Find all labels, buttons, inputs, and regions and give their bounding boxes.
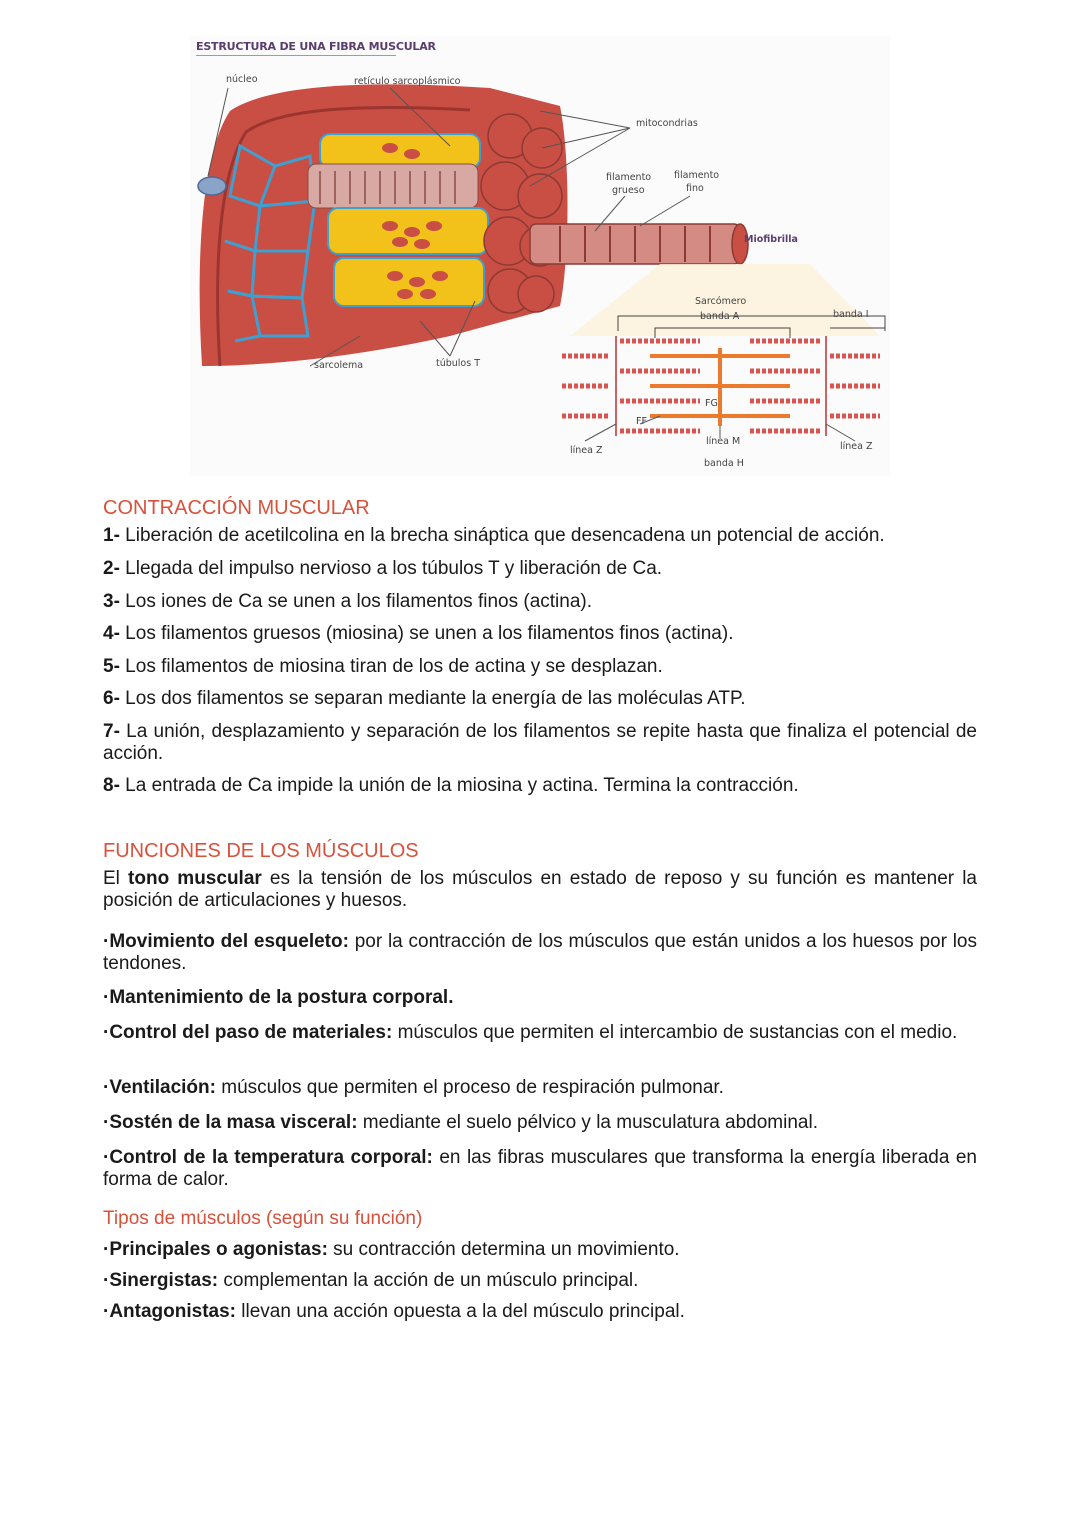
label-filamento-grueso-2: grueso: [612, 185, 645, 196]
contraccion-step: 4- Los filamentos gruesos (miosina) se unen a los filamentos finos (actina).: [103, 623, 734, 644]
contraccion-step: 3- Los iones de Ca se unen a los filamentos finos (actina).: [103, 591, 593, 612]
contraccion-step: 5- Los filamentos de miosina tiran de los de actina y se desplazan.: [103, 656, 663, 677]
contraccion-step: 1- Liberación de acetilcolina en la brecha sináptica que desencadena un potencial de acción.: [103, 525, 885, 546]
label-banda-i: banda I: [833, 309, 869, 320]
label-banda-a: banda A: [700, 311, 740, 322]
muscle-fiber-figure: [190, 36, 890, 476]
label-filamento-fino-1: filamento: [674, 170, 720, 181]
label-fg: FG: [705, 398, 718, 409]
funcion-item: ·Sostén de la masa visceral: mediante el suelo pélvico y la musculatura abdominal.: [103, 1112, 818, 1133]
contraccion-step: 7- La unión, desplazamiento y separación de los filamentos se repite hasta que finaliza el potencial de acción.: [103, 721, 977, 764]
funcion-item: ·Control del paso de materiales: músculos que permiten el intercambio de sustancias con el medio.: [103, 1022, 958, 1043]
label-filamento-grueso-1: filamento: [606, 172, 652, 183]
nucleus: [198, 177, 226, 195]
label-banda-h: banda H: [704, 458, 744, 469]
label-tubulos-t: túbulos T: [436, 358, 481, 369]
label-ff: FF: [636, 416, 647, 427]
label-nucleo: núcleo: [226, 74, 258, 85]
label-sarcolema: sarcolema: [314, 360, 364, 371]
muscle-fiber-illustration: [190, 36, 890, 476]
label-linea-m: línea M: [706, 436, 741, 447]
tipo-item: ·Principales o agonistas: su contracción determina un movimiento.: [103, 1239, 680, 1260]
label-linea-z-right: línea Z: [840, 441, 873, 452]
contraccion-step: 2- Llegada del impulso nervioso a los túbulos T y liberación de Ca.: [103, 558, 663, 579]
funcion-item: ·Control de la temperatura corporal: en las fibras musculares que transforma la energía liberada en forma de calor.: [103, 1147, 977, 1190]
funciones-intro: El tono muscular es la tensión de los músculos en estado de reposo y su función es mantener la posición de articulaciones y huesos.: [103, 868, 978, 911]
tipo-item: ·Sinergistas: complementan la acción de un músculo principal.: [103, 1270, 639, 1291]
label-filamento-fino-2: fino: [686, 183, 704, 194]
label-sarcomero: Sarcómero: [695, 296, 747, 307]
sarcoplasmic-reticulum: [308, 134, 488, 306]
funcion-item: ·Mantenimiento de la postura corporal.: [103, 987, 454, 1008]
funciones-heading: FUNCIONES DE LOS MÚSCULOS: [103, 840, 419, 862]
funcion-item: ·Ventilación: músculos que permiten el proceso de respiración pulmonar.: [103, 1077, 724, 1098]
contraccion-step: 8- La entrada de Ca impide la unión de la miosina y actina. Termina la contracción.: [103, 775, 799, 796]
label-reticulo: retículo sarcoplásmico: [354, 76, 461, 87]
contraccion-heading: CONTRACCIÓN MUSCULAR: [103, 497, 370, 519]
tipos-heading: Tipos de músculos (según su función): [103, 1208, 423, 1229]
funcion-item: ·Movimiento del esqueleto: por la contracción de los músculos que están unidos a los huesos por los tendones.: [103, 931, 977, 974]
figure-title: ESTRUCTURA DE UNA FIBRA MUSCULAR: [196, 40, 436, 53]
tipo-item: ·Antagonistas: llevan una acción opuesta a la del músculo principal.: [103, 1301, 685, 1322]
label-linea-z-left: línea Z: [570, 445, 603, 456]
label-mitocondrias: mitocondrias: [636, 118, 698, 129]
figure-title-underline: [196, 55, 396, 56]
contraccion-step: 6- Los dos filamentos se separan mediante la energía de las moléculas ATP.: [103, 688, 746, 709]
label-miofibrilla: Miofibrilla: [744, 234, 798, 245]
